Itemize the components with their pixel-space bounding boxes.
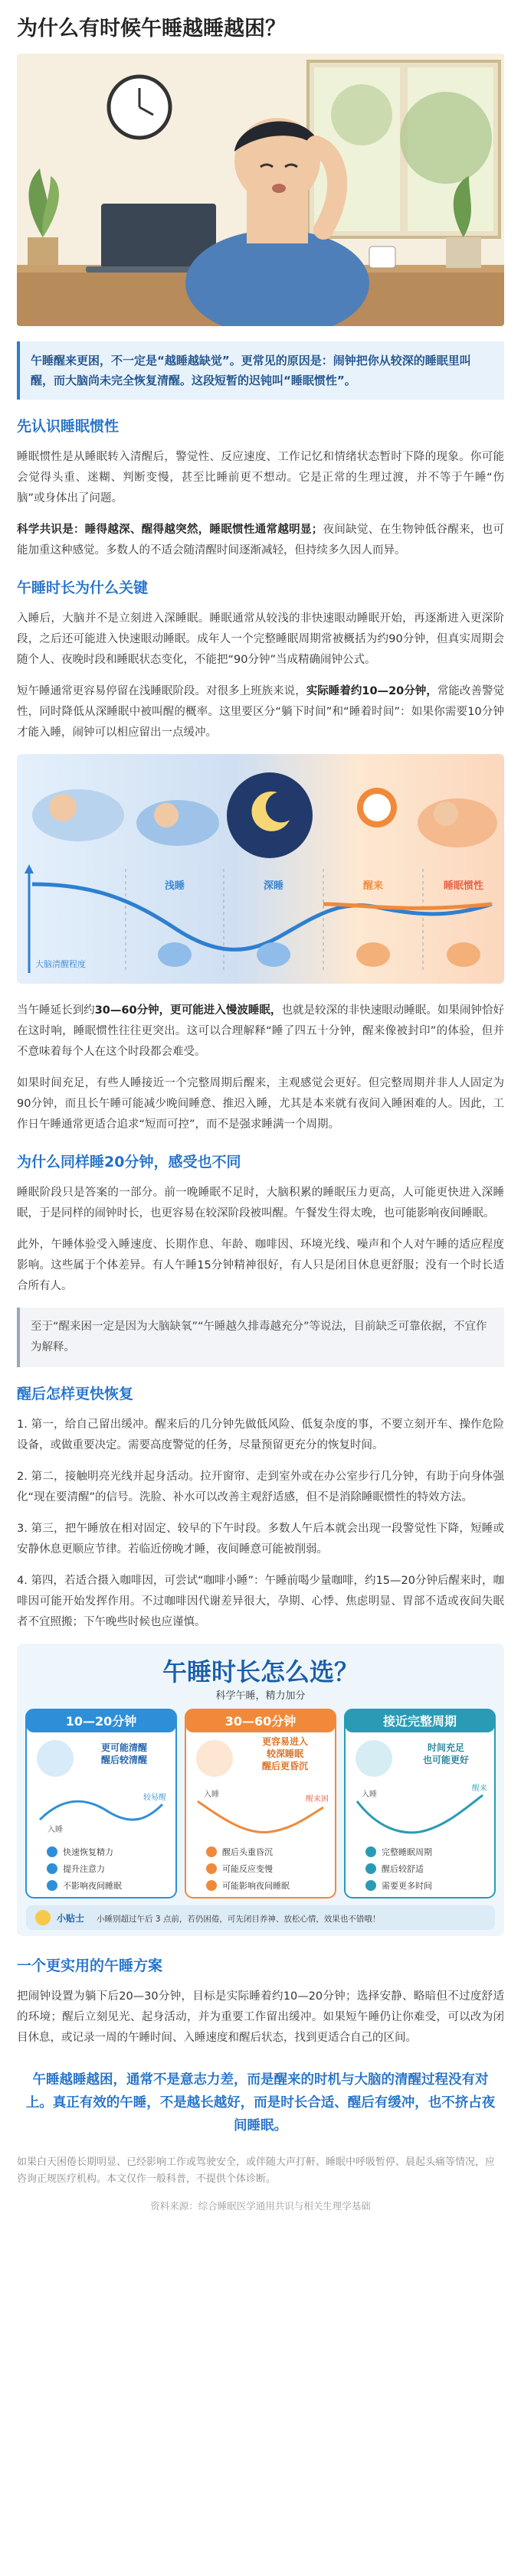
card-item: 完整睡眠周期 xyxy=(382,1847,432,1857)
card-headline: 更可能清醒醒后较清醒 xyxy=(100,1742,148,1765)
check-icon xyxy=(365,1846,376,1857)
nap-duration-infographic xyxy=(17,1644,504,1936)
paragraph xyxy=(17,1001,504,1063)
lightbulb-icon xyxy=(35,1910,51,1925)
nap-card-medium xyxy=(185,1709,336,1898)
card-header: 10—20分钟 xyxy=(65,1714,137,1729)
medical-note: 如果白天困倦长期明显、已经影响工作或驾驶安全，或伴随大声打鼾、睡眠中呼吸暂停、晨起头痛等情况，应咨询正规医疗机构。本文仅作一般科普，不提供个体诊断。 xyxy=(17,2156,496,2185)
paragraph: 睡眠阶段只是答案的一部分。前一晚睡眠不足时，大脑积累的睡眠压力更高，人可能更快进入深睡眠，于是同样的闹钟时长，也更容易在较深阶段被叫醒。午餐发生得太晚，也可能影响夜间睡眠。 xyxy=(17,1187,504,1219)
paragraph-text: 夜间缺觉、在生物钟低谷醒来，也可能加重这种感觉。多数人的不适会随清醒时间逐渐减轻，但持续多久因人而异。 xyxy=(17,524,505,557)
nap-infographic-svg xyxy=(17,1644,504,1936)
list-item: 3. 第三，把午睡放在相对固定、较早的下午时段。多数人午后本就会出现一段警觉性下降，短睡或安静休息更顺应节律。若临近傍晚才睡，夜间睡意可能被削弱。 xyxy=(17,1523,504,1556)
clock-icon xyxy=(356,1740,392,1777)
check-icon xyxy=(365,1880,376,1891)
source-citation: 资料来源：综合睡眠医学通用共识与相关生理学基础 xyxy=(150,2200,371,2212)
axis-label: 大脑清醒程度 xyxy=(35,959,86,969)
paragraph-text: 常能改善警觉性，同时降低从深睡眠中被叫醒的概率。这里要区分“躺下时间”和“睡着时间”：如果你需要10分钟才能入睡，闹钟可以相应留出一点缓冲。 xyxy=(17,685,505,739)
tip-text: 小睡别超过午后 3 点前，若仍困倦，可先闭目养神、放松心情，效果也不错哦！ xyxy=(97,1915,381,1924)
section-title-4: 醒后怎样更快恢复 xyxy=(17,1386,134,1402)
paragraph: 如果时间充足，有些人睡接近一个完整周期后醒来，主观感觉会更好。但完整周期并非人人固定为90分钟，而且长午睡可能减少晚间睡意、推迟入睡，尤其是本来就有夜间入睡困难的人。因此，工作日午睡通常更适合追求“短而可控”，而不是强求睡满一个周期。 xyxy=(17,1077,504,1131)
brain-icon xyxy=(447,942,480,967)
paragraph: 把闹钟设置为躺下后20—30分钟，目标是实际睡着约10—20分钟；选择安静、略暗但不过度舒适的环境；醒后立刻见光、起身活动，并为重要工作留出缓冲。如果短午睡仍让你难受，可以改为闭目休息，或记录一周的午睡时间、入睡速度和醒后状态，找到更适合自己的区间。 xyxy=(17,1990,504,2044)
section-title-2: 午睡时长为什么关键 xyxy=(17,580,149,596)
check-icon xyxy=(365,1863,376,1874)
sleep-curve-chart xyxy=(17,754,504,984)
clock-icon xyxy=(196,1740,233,1777)
myth-quote: 至于“醒来困一定是因为大脑缺氧”“午睡越久排毒越充分”等说法，目前缺乏可靠依据，不宜作为解释。 xyxy=(17,1308,504,1367)
check-icon xyxy=(47,1846,57,1857)
clock-icon xyxy=(37,1740,74,1777)
paragraph: 此外，午睡体验受入睡速度、长期作息、年龄、咖啡因、环境光线、噪声和个人对午睡的适应程度影响。这些属于个体差异。有人午睡15分钟精神很好，有人只是闭目休息更舒服；没有一个时长适合所有人。 xyxy=(17,1239,504,1292)
section-title-1: 先认识睡眠惯性 xyxy=(17,418,120,435)
brain-icon xyxy=(158,942,192,967)
check-icon xyxy=(47,1863,57,1874)
paragraph xyxy=(17,520,504,561)
emphasis: 科学共识是：睡得越深、醒得越突然，睡眠惯性通常越明显； xyxy=(17,524,323,536)
list-item: 1. 第一，给自己留出缓冲。醒来后的几分钟先做低风险、低复杂度的事，不要立刻开车、操作危险设备，或做重要决定。需要高度警觉的任务，尽量预留更充分的恢复时间。 xyxy=(17,1419,504,1451)
card-header: 接近完整周期 xyxy=(382,1714,457,1729)
card-item: 可能影响夜间睡眠 xyxy=(222,1881,290,1891)
card-item: 提升注意力 xyxy=(63,1864,105,1874)
sleepy-man-illustration xyxy=(17,54,504,326)
paragraph-text: 也就是较深的非快速眼动睡眠。如果闹钟恰好在这时响，睡眠惯性往往更突出。这可以合理解释“睡了四五十分钟，醒来像被封印”的体验，但并不意味着每个人在这个时段都会难受。 xyxy=(17,1004,505,1058)
paragraph: 睡眠惯性是从睡眠转入清醒后，警觉性、反应速度、工作记忆和情绪状态暂时下降的现象。你可能会觉得头重、迷糊、判断变慢，甚至比睡前更不想动。它是正常的生理过渡，并不等于午睡“伤脑”或身体出了问题。 xyxy=(17,451,504,504)
paragraph-text: 短午睡通常更容易停留在浅睡眠阶段。对很多上班族来说， xyxy=(17,685,306,697)
section-title-3: 为什么同样睡20分钟，感受也不同 xyxy=(17,1154,241,1170)
card-headline: 时间充足也可能更好 xyxy=(422,1742,470,1765)
intro-callout: 午睡醒来更困，不一定是“越睡越缺觉”。更常见的原因是：闹钟把你从较深的睡眠里叫醒，而大脑尚未完全恢复清醒。这段短暂的迟钝叫“睡眠惯性”。 xyxy=(17,341,504,400)
warning-icon xyxy=(206,1863,217,1874)
card-item: 不影响夜间睡眠 xyxy=(63,1881,122,1891)
nap-card-full-cycle xyxy=(345,1709,495,1898)
curve-note: 醒来 xyxy=(472,1784,487,1793)
warning-icon xyxy=(206,1846,217,1857)
warning-icon xyxy=(206,1880,217,1891)
curve-note: 入睡 xyxy=(48,1826,63,1834)
hero-illustration xyxy=(17,54,504,326)
recovery-list xyxy=(17,1415,504,1633)
page-title: 为什么有时候午睡越睡越困？ xyxy=(17,17,286,41)
stage-label-inertia: 睡眠惯性 xyxy=(443,880,484,892)
curve-note: 醒来困 xyxy=(306,1795,329,1804)
list-item: 2. 第二，接触明亮光线并起身活动。拉开窗帘、走到室外或在办公室步行几分钟，有助于向身体强化“现在要清醒”的信号。洗脸、补水可以改善主观舒适感，但不是消除睡眠惯性的特效方法。 xyxy=(17,1471,504,1503)
emphasis: 30—60分钟，更可能进入慢波睡眠， xyxy=(94,1004,282,1017)
stage-label-wake: 醒来 xyxy=(362,880,384,892)
card-item: 需要更多时间 xyxy=(382,1881,432,1891)
stage-label-deep: 深睡 xyxy=(263,880,284,892)
stage-label-light: 浅睡 xyxy=(164,880,185,892)
check-icon xyxy=(47,1880,57,1891)
paragraph: 入睡后，大脑并不是立刻进入深睡眠。睡眠通常从较浅的非快速眼动睡眠开始，再逐渐进入更深阶段，之后还可能进入快速眼动睡眠。成年人一个完整睡眠周期常被概括为约90分钟，但真实周期会随个人、夜晚时段和睡眠状态变化，不能把“90分钟”当成精确闹钟公式。 xyxy=(17,612,504,666)
list-item: 4. 第四，若适合摄入咖啡因，可尝试“咖啡小睡”：午睡前喝少量咖啡，约15—20分钟后醒来时，咖啡因可能开始发挥作用。不过咖啡因代谢差异很大，孕期、心悸、焦虑明显、胃部不适或夜间失眠者不宜照搬；下午晚些时候也应谨慎。 xyxy=(17,1575,504,1628)
paragraph xyxy=(17,681,504,743)
curve-note: 入睡 xyxy=(362,1791,377,1799)
infographic-title: 午睡时长怎么选？ xyxy=(162,1657,359,1686)
infographic-subtitle: 科学午睡，精力加分 xyxy=(215,1690,306,1702)
brain-icon xyxy=(356,942,390,967)
nap-card-short xyxy=(26,1709,176,1898)
curve-note: 较易醒 xyxy=(143,1794,166,1802)
card-headline: 更容易进入较深睡眠醒后更昏沉 xyxy=(261,1736,309,1771)
section-title-5: 一个更实用的午睡方案 xyxy=(17,1957,163,1974)
card-item: 醒后头重昏沉 xyxy=(222,1847,273,1857)
emphasis: 实际睡着约10—20分钟， xyxy=(306,685,437,697)
tip-label: 小贴士 xyxy=(57,1913,85,1924)
card-item: 可能反应变慢 xyxy=(222,1864,273,1874)
summary-statement: 午睡越睡越困，通常不是意志力差，而是醒来的时机与大脑的清醒过程没有对上。真正有效的午睡，不是越长越好，而是时长合适、醒后有缓冲，也不挤占夜间睡眠。 xyxy=(25,2072,496,2134)
card-header: 30—60分钟 xyxy=(224,1714,297,1729)
brain-icon xyxy=(257,942,290,967)
curve-note: 入睡 xyxy=(204,1791,219,1799)
card-item: 快速恢复精力 xyxy=(63,1847,113,1857)
card-item: 醒后较舒适 xyxy=(382,1864,424,1874)
paragraph-text: 当午睡延长到约 xyxy=(17,1004,95,1017)
sleep-stage-diagram xyxy=(17,754,504,984)
